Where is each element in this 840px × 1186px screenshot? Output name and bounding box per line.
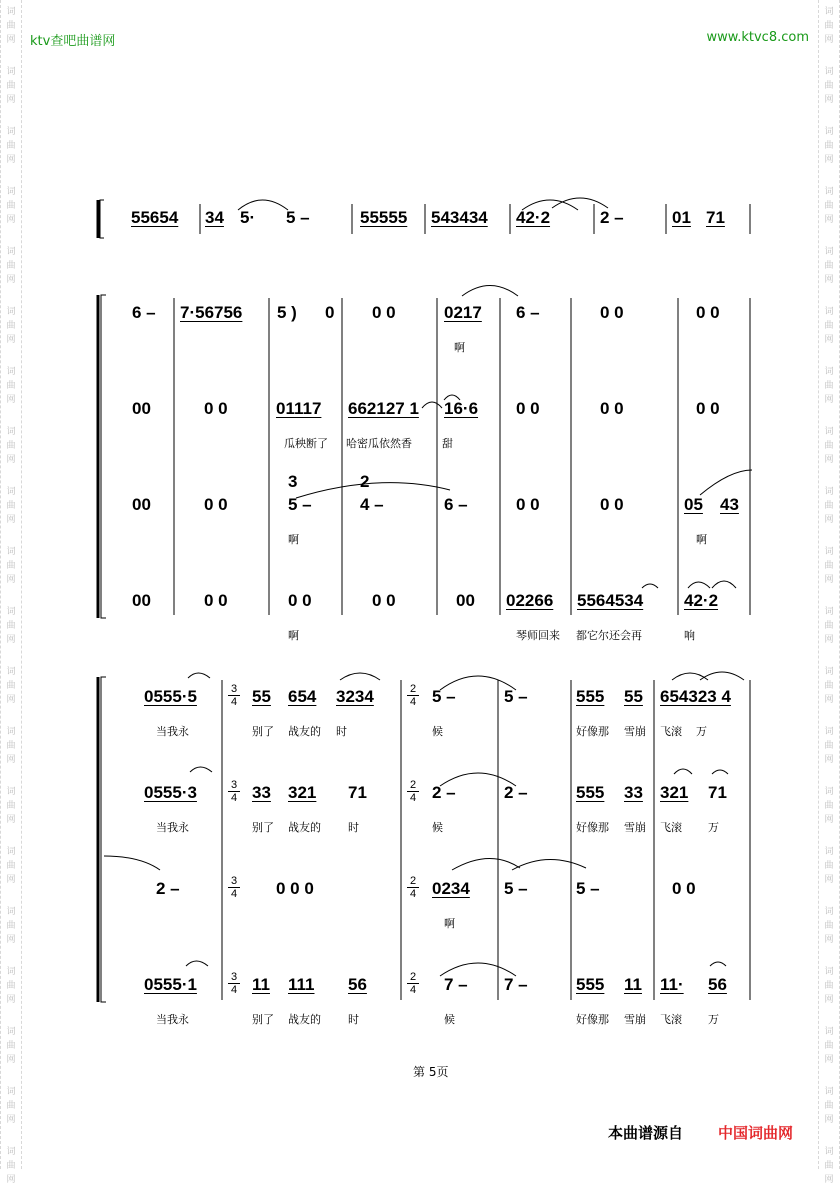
note-group: 71 bbox=[348, 783, 367, 802]
lyric: 候 bbox=[432, 725, 443, 738]
note-group: 01 bbox=[672, 208, 691, 227]
watermark-glyph: 曲 bbox=[6, 981, 16, 991]
note-group: 00 bbox=[132, 399, 151, 418]
note-group: 56 bbox=[348, 975, 367, 994]
watermark-glyph: 网 bbox=[824, 1115, 834, 1125]
note-group: 5 ) bbox=[277, 303, 297, 322]
watermark-glyph: 网 bbox=[824, 995, 834, 1005]
watermark-glyph: 曲 bbox=[6, 1161, 16, 1171]
note-group: 0 0 bbox=[204, 399, 228, 418]
watermark-glyph: 曲 bbox=[6, 261, 16, 271]
note-group: 33 bbox=[624, 783, 643, 802]
watermark-glyph: 曲 bbox=[6, 381, 16, 391]
tie bbox=[452, 858, 520, 870]
lyric: 战友的 bbox=[288, 821, 321, 834]
lyric: 响 bbox=[684, 629, 695, 642]
watermark-glyph: 曲 bbox=[824, 441, 834, 451]
slur bbox=[674, 769, 692, 774]
watermark-glyph: 曲 bbox=[824, 981, 834, 991]
slur bbox=[422, 402, 442, 408]
watermark-glyph: 曲 bbox=[824, 621, 834, 631]
note-group: 5 – bbox=[504, 687, 528, 706]
watermark-glyph: 曲 bbox=[6, 801, 16, 811]
watermark-glyph: 曲 bbox=[6, 561, 16, 571]
note-group: 321 bbox=[660, 783, 689, 802]
note-group: 71 bbox=[706, 208, 725, 227]
note-group: 0217 bbox=[444, 303, 482, 322]
watermark-glyph: 网 bbox=[6, 695, 16, 705]
watermark-glyph: 词 bbox=[6, 847, 16, 857]
note-group: 01117 bbox=[276, 399, 322, 418]
lyric: 时 bbox=[336, 725, 347, 738]
note-group: 0555·5 bbox=[144, 687, 197, 706]
watermark-glyph: 网 bbox=[824, 695, 834, 705]
watermark-glyph: 词 bbox=[6, 547, 16, 557]
watermark-glyph: 曲 bbox=[6, 621, 16, 631]
slur bbox=[340, 673, 380, 680]
tie bbox=[700, 470, 752, 495]
lyric: 都它尔还会再 bbox=[576, 629, 642, 642]
watermark-glyph: 词 bbox=[6, 667, 16, 677]
watermark-glyph: 网 bbox=[824, 335, 834, 345]
lyric: 啊 bbox=[444, 917, 455, 930]
upper-note: 3 bbox=[288, 472, 298, 491]
watermark-glyph: 词 bbox=[6, 607, 16, 617]
watermark-glyph: 网 bbox=[6, 95, 16, 105]
watermark-glyph: 词 bbox=[6, 247, 16, 257]
note-group: 0 0 bbox=[204, 591, 228, 610]
slur bbox=[462, 286, 518, 297]
time-signature-3-4: 3 4 bbox=[228, 971, 240, 996]
watermark-glyph: 网 bbox=[824, 215, 834, 225]
watermark-glyph: 词 bbox=[6, 787, 16, 797]
watermark-glyph: 词 bbox=[824, 367, 834, 377]
watermark-glyph: 曲 bbox=[824, 561, 834, 571]
note-group: 5 – bbox=[504, 879, 528, 898]
time-signature-2-4: 2 4 bbox=[407, 971, 419, 996]
header-left-site: ktv查吧曲谱网 bbox=[30, 34, 116, 49]
slur bbox=[186, 961, 208, 966]
system1-bracket-cap bbox=[100, 200, 104, 238]
note-group: 0 0 bbox=[516, 399, 540, 418]
watermark-glyph: 曲 bbox=[824, 141, 834, 151]
note-group: 555 bbox=[576, 783, 605, 802]
lyric: 好像那 bbox=[576, 821, 609, 834]
note-group: 0 0 bbox=[288, 591, 312, 610]
watermark-glyph: 曲 bbox=[6, 141, 16, 151]
note-group: 0 0 bbox=[516, 495, 540, 514]
watermark-glyph: 词 bbox=[824, 727, 834, 737]
lyric: 别了 bbox=[252, 1013, 274, 1026]
watermark-glyph: 网 bbox=[6, 1055, 16, 1065]
watermark-glyph: 网 bbox=[6, 35, 16, 45]
note-group: 0 0 bbox=[600, 303, 624, 322]
watermark-glyph: 词 bbox=[824, 847, 834, 857]
note-group: 0234 bbox=[432, 879, 470, 898]
watermark-glyph: 词 bbox=[824, 787, 834, 797]
note-group: 34 bbox=[205, 208, 224, 227]
note-group: 42·2 bbox=[684, 591, 719, 610]
watermark-glyph: 曲 bbox=[824, 741, 834, 751]
watermark-glyph: 网 bbox=[6, 755, 16, 765]
note-group: 5 – bbox=[576, 879, 600, 898]
lyric: 时 bbox=[348, 1013, 359, 1026]
watermark-glyph: 曲 bbox=[6, 21, 16, 31]
watermark-glyph: 网 bbox=[824, 95, 834, 105]
watermark-glyph: 词 bbox=[824, 247, 834, 257]
note-group: 0 0 bbox=[672, 879, 696, 898]
watermark-glyph: 词 bbox=[6, 427, 16, 437]
watermark-glyph: 曲 bbox=[824, 681, 834, 691]
note-group: 0 0 0 bbox=[276, 879, 314, 898]
watermark-glyph: 网 bbox=[6, 995, 16, 1005]
note-group: 00 bbox=[456, 591, 475, 610]
note-group: 555 bbox=[576, 687, 605, 706]
watermark-glyph: 网 bbox=[6, 1175, 16, 1185]
watermark-glyph: 词 bbox=[824, 667, 834, 677]
watermark-glyph: 词 bbox=[6, 1147, 16, 1157]
note-group: 43 bbox=[720, 495, 739, 514]
watermark-glyph: 网 bbox=[6, 815, 16, 825]
watermark-glyph: 网 bbox=[824, 1175, 834, 1185]
lyric: 万 bbox=[708, 821, 719, 834]
note-group: 662127 1 bbox=[348, 399, 419, 418]
time-signature-3-4: 3 4 bbox=[228, 875, 240, 900]
lyric: 万 bbox=[696, 725, 707, 738]
note-group: 11 bbox=[252, 975, 270, 994]
watermark-glyph: 网 bbox=[824, 755, 834, 765]
slur bbox=[712, 581, 736, 588]
note-group: 7 – bbox=[504, 975, 528, 994]
watermark-glyph: 曲 bbox=[6, 81, 16, 91]
watermark-glyph: 网 bbox=[824, 935, 834, 945]
lyric: 时 bbox=[348, 821, 359, 834]
watermark-glyph: 词 bbox=[824, 1087, 834, 1097]
watermark-glyph: 曲 bbox=[6, 201, 16, 211]
note-group: 4 – bbox=[360, 495, 384, 514]
lyric: 战友的 bbox=[288, 725, 321, 738]
watermark-glyph: 词 bbox=[6, 487, 16, 497]
note-group: 5 – bbox=[432, 687, 456, 706]
note-group: 11 bbox=[624, 975, 642, 994]
watermark-glyph: 网 bbox=[6, 575, 16, 585]
header-right-site: www.ktvc8.com bbox=[706, 30, 809, 45]
watermark-glyph: 网 bbox=[824, 635, 834, 645]
note-group: 2 – bbox=[600, 208, 624, 227]
watermark-glyph: 词 bbox=[824, 1027, 834, 1037]
note-group: 0 0 bbox=[372, 591, 396, 610]
system3-bracket-cap bbox=[101, 677, 106, 1002]
watermark-glyph: 曲 bbox=[6, 1101, 16, 1111]
watermark-glyph: 词 bbox=[824, 307, 834, 317]
lyric: 候 bbox=[444, 1013, 455, 1026]
watermark-glyph: 词 bbox=[6, 7, 16, 17]
lyric: 啊 bbox=[696, 533, 707, 546]
lyric: 琴师回来 bbox=[516, 629, 560, 642]
note-group: 05 bbox=[684, 495, 703, 514]
slur bbox=[190, 767, 212, 772]
lyric: 瓜秧断了 bbox=[284, 437, 328, 450]
watermark-glyph: 网 bbox=[824, 815, 834, 825]
note-group: 6 – bbox=[444, 495, 468, 514]
note-group: 0 0 bbox=[696, 399, 720, 418]
watermark-glyph: 曲 bbox=[6, 441, 16, 451]
watermark-glyph: 网 bbox=[824, 515, 834, 525]
watermark-glyph: 曲 bbox=[6, 861, 16, 871]
watermark-glyph: 曲 bbox=[6, 921, 16, 931]
note-group: 0 0 bbox=[204, 495, 228, 514]
note-group: 00 bbox=[132, 591, 151, 610]
slur bbox=[710, 962, 726, 966]
source-label: 本曲谱源自 bbox=[608, 1124, 684, 1142]
watermark-glyph: 词 bbox=[6, 727, 16, 737]
watermark-glyph: 曲 bbox=[824, 81, 834, 91]
lyric: 当我永 bbox=[156, 1013, 189, 1026]
watermark-glyph: 词 bbox=[6, 67, 16, 77]
watermark-glyph: 曲 bbox=[824, 501, 834, 511]
slur bbox=[688, 582, 710, 588]
watermark-glyph: 网 bbox=[824, 275, 834, 285]
note-group: 42·2 bbox=[516, 208, 551, 227]
watermark-glyph: 词 bbox=[824, 1147, 834, 1157]
watermark-glyph: 曲 bbox=[824, 321, 834, 331]
upper-note: 2 bbox=[360, 472, 370, 491]
watermark-glyph: 网 bbox=[6, 875, 16, 885]
lyric: 啊 bbox=[288, 629, 299, 642]
watermark-glyph: 网 bbox=[6, 1115, 16, 1125]
lyric: 别了 bbox=[252, 725, 274, 738]
note-group: 56 bbox=[708, 975, 727, 994]
watermark-glyph: 网 bbox=[6, 455, 16, 465]
note-group: 5564534 bbox=[577, 591, 644, 610]
note-group: 11· bbox=[660, 975, 684, 994]
note-group: 2 – bbox=[432, 783, 456, 802]
note-group: 0555·3 bbox=[144, 783, 197, 802]
time-signature-2-4: 2 4 bbox=[407, 875, 419, 900]
lyric: 当我永 bbox=[156, 821, 189, 834]
time-signature-3-4: 3 4 bbox=[228, 683, 240, 708]
watermark-glyph: 曲 bbox=[6, 501, 16, 511]
note-group: 0 0 bbox=[696, 303, 720, 322]
system2-bracket-cap bbox=[101, 295, 106, 618]
note-group: 5 – bbox=[288, 495, 312, 514]
slur bbox=[642, 584, 658, 588]
note-group: 2 – bbox=[156, 879, 180, 898]
watermark-glyph: 网 bbox=[6, 395, 16, 405]
watermark-glyph: 词 bbox=[824, 907, 834, 917]
lyric: 别了 bbox=[252, 821, 274, 834]
watermark-glyph: 网 bbox=[824, 35, 834, 45]
watermark-glyph: 词 bbox=[6, 307, 16, 317]
watermark-glyph: 词 bbox=[6, 367, 16, 377]
watermark-glyph: 网 bbox=[824, 1055, 834, 1065]
watermark-glyph: 曲 bbox=[824, 201, 834, 211]
lyric: 啊 bbox=[288, 533, 299, 546]
lyric: 候 bbox=[432, 821, 443, 834]
watermark-glyph: 曲 bbox=[824, 21, 834, 31]
watermark-glyph: 网 bbox=[6, 335, 16, 345]
note-group: 55 bbox=[252, 687, 271, 706]
watermark-glyph: 词 bbox=[824, 607, 834, 617]
lyric: 飞滚 bbox=[660, 821, 682, 834]
watermark-glyph: 词 bbox=[824, 427, 834, 437]
watermark-glyph: 曲 bbox=[824, 1041, 834, 1051]
watermark-glyph: 曲 bbox=[6, 321, 16, 331]
watermark-glyph: 网 bbox=[824, 575, 834, 585]
watermark-glyph: 词 bbox=[6, 187, 16, 197]
watermark-glyph: 曲 bbox=[6, 741, 16, 751]
lyric: 哈密瓜依然香 bbox=[346, 437, 412, 450]
watermark-glyph: 词 bbox=[6, 1087, 16, 1097]
watermark-glyph: 曲 bbox=[824, 861, 834, 871]
lyric: 万 bbox=[708, 1013, 719, 1026]
note-group: 02266 bbox=[506, 591, 554, 610]
lyric: 飞滚 bbox=[660, 1013, 682, 1026]
note-group: 543434 bbox=[431, 208, 488, 227]
watermark-glyph: 网 bbox=[824, 875, 834, 885]
watermark-glyph: 曲 bbox=[6, 681, 16, 691]
watermark-glyph: 网 bbox=[6, 215, 16, 225]
note-group: 5· bbox=[240, 208, 256, 227]
watermark-glyph: 词 bbox=[6, 127, 16, 137]
note-group: 0 0 bbox=[600, 495, 624, 514]
watermark-glyph: 词 bbox=[824, 487, 834, 497]
watermark-glyph: 曲 bbox=[824, 1101, 834, 1111]
lyric: 好像那 bbox=[576, 725, 609, 738]
tie bbox=[552, 198, 608, 208]
watermark-glyph: 词 bbox=[824, 67, 834, 77]
watermark-glyph: 网 bbox=[6, 935, 16, 945]
note-group: 0 bbox=[325, 303, 335, 322]
source-site-name: 中国词曲网 bbox=[718, 1124, 794, 1142]
watermark-glyph: 词 bbox=[824, 967, 834, 977]
note-group: 71 bbox=[708, 783, 727, 802]
note-group: 16·6 bbox=[444, 399, 479, 418]
note-group: 5 – bbox=[286, 208, 310, 227]
lyric: 雪崩 bbox=[624, 725, 646, 738]
watermark-glyph: 词 bbox=[824, 187, 834, 197]
note-group: 7 – bbox=[444, 975, 468, 994]
note-group: 55654 bbox=[131, 208, 179, 227]
note-group: 0 0 bbox=[600, 399, 624, 418]
watermark-glyph: 曲 bbox=[824, 381, 834, 391]
watermark-glyph: 网 bbox=[6, 155, 16, 165]
watermark-glyph: 词 bbox=[6, 967, 16, 977]
lyric: 飞滚 bbox=[660, 725, 682, 738]
note-group: 00 bbox=[132, 495, 151, 514]
watermark-glyph: 词 bbox=[6, 1027, 16, 1037]
slur bbox=[672, 673, 708, 680]
slur bbox=[188, 673, 210, 678]
lyric: 雪崩 bbox=[624, 821, 646, 834]
lyric: 啊 bbox=[454, 341, 465, 354]
note-group: 0 0 bbox=[372, 303, 396, 322]
time-signature-3-4: 3 4 bbox=[228, 779, 240, 804]
watermark-glyph: 词 bbox=[824, 7, 834, 17]
note-group: 7·56756 bbox=[180, 303, 243, 322]
note-group: 654323 4 bbox=[660, 687, 731, 706]
slur bbox=[712, 770, 728, 774]
note-group: 555 bbox=[576, 975, 605, 994]
watermark-glyph: 词 bbox=[6, 907, 16, 917]
tie bbox=[512, 859, 586, 870]
note-group: 3234 bbox=[336, 687, 374, 706]
tie bbox=[104, 856, 160, 870]
watermark-glyph: 网 bbox=[6, 515, 16, 525]
time-signature-2-4: 2 4 bbox=[407, 779, 419, 804]
watermark-glyph: 曲 bbox=[824, 1161, 834, 1171]
lyric: 战友的 bbox=[288, 1013, 321, 1026]
note-group: 321 bbox=[288, 783, 317, 802]
watermark-glyph: 曲 bbox=[824, 801, 834, 811]
note-group: 2 – bbox=[504, 783, 528, 802]
time-signature-2-4: 2 4 bbox=[407, 683, 419, 708]
page-number: 第 5页 bbox=[413, 1065, 449, 1079]
watermark-glyph: 词 bbox=[824, 547, 834, 557]
note-group: 33 bbox=[252, 783, 271, 802]
watermark-glyph: 网 bbox=[6, 635, 16, 645]
note-group: 0555·1 bbox=[144, 975, 197, 994]
lyric: 好像那 bbox=[576, 1013, 609, 1026]
watermark-glyph: 曲 bbox=[824, 921, 834, 931]
watermark-glyph: 网 bbox=[824, 395, 834, 405]
note-group: 55555 bbox=[360, 208, 408, 227]
lyric: 甜 bbox=[442, 437, 453, 450]
note-group: 654 bbox=[288, 687, 317, 706]
note-group: 6 – bbox=[516, 303, 540, 322]
watermark-glyph: 曲 bbox=[6, 1041, 16, 1051]
lyric: 雪崩 bbox=[624, 1013, 646, 1026]
note-group: 6 – bbox=[132, 303, 156, 322]
watermark-glyph: 词 bbox=[824, 127, 834, 137]
watermark-glyph: 曲 bbox=[824, 261, 834, 271]
watermark-glyph: 网 bbox=[6, 275, 16, 285]
note-group: 111 bbox=[288, 975, 315, 994]
note-group: 55 bbox=[624, 687, 643, 706]
watermark-glyph: 网 bbox=[824, 455, 834, 465]
watermark-glyph: 网 bbox=[824, 155, 834, 165]
lyric: 当我永 bbox=[156, 725, 189, 738]
